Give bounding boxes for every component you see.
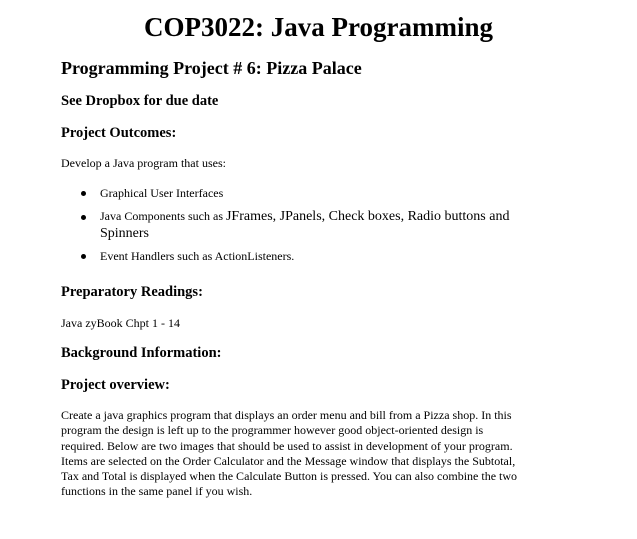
outcomes-list <box>61 186 561 264</box>
list-item <box>61 186 561 201</box>
bullet-icon <box>81 191 86 196</box>
overview-line: Tax and Total is displayed when the Calculate Button is pressed. You can also combine the two <box>61 469 518 484</box>
outcome-text: Java Components such as <box>100 209 226 223</box>
bullet-icon <box>81 254 86 259</box>
outcomes-intro: Develop a Java program that uses: <box>61 156 226 170</box>
due-note: See Dropbox for due date <box>61 93 219 109</box>
project-heading: Programming Project # 6: Pizza Palace <box>61 58 362 78</box>
outcomes-heading: Project Outcomes: <box>61 125 177 141</box>
overview-line: functions in the same panel if you wish. <box>61 484 253 499</box>
course-title: COP3022: Java Programming <box>144 12 493 42</box>
overview-heading: Project overview: <box>61 377 170 393</box>
overview-line: program the design is left up to the programmer however good object-oriented design is <box>61 423 484 438</box>
readings-heading: Preparatory Readings: <box>61 284 203 300</box>
outcome-text-large: JFrames, JPanels, Check boxes, Radio buttons and Spinners <box>100 209 510 241</box>
overview-line: Items are selected on the Order Calculator and the Message window that displays the Subtotal, <box>61 453 516 468</box>
list-item <box>61 249 561 264</box>
overview-line: required. Below are two images that should be used to assist in development of your program. <box>61 438 513 453</box>
bullet-icon <box>81 215 86 220</box>
overview-paragraph <box>61 408 576 500</box>
overview-line: Create a java graphics program that displays an order menu and bill from a Pizza shop. In this <box>61 408 512 422</box>
outcome-text: Event Handlers such as ActionListeners. <box>100 249 295 263</box>
list-item <box>61 208 561 242</box>
readings-text: Java zyBook Chpt 1 - 14 <box>61 316 180 330</box>
background-heading: Background Information: <box>61 345 222 361</box>
outcome-text: Graphical User Interfaces <box>100 186 224 200</box>
